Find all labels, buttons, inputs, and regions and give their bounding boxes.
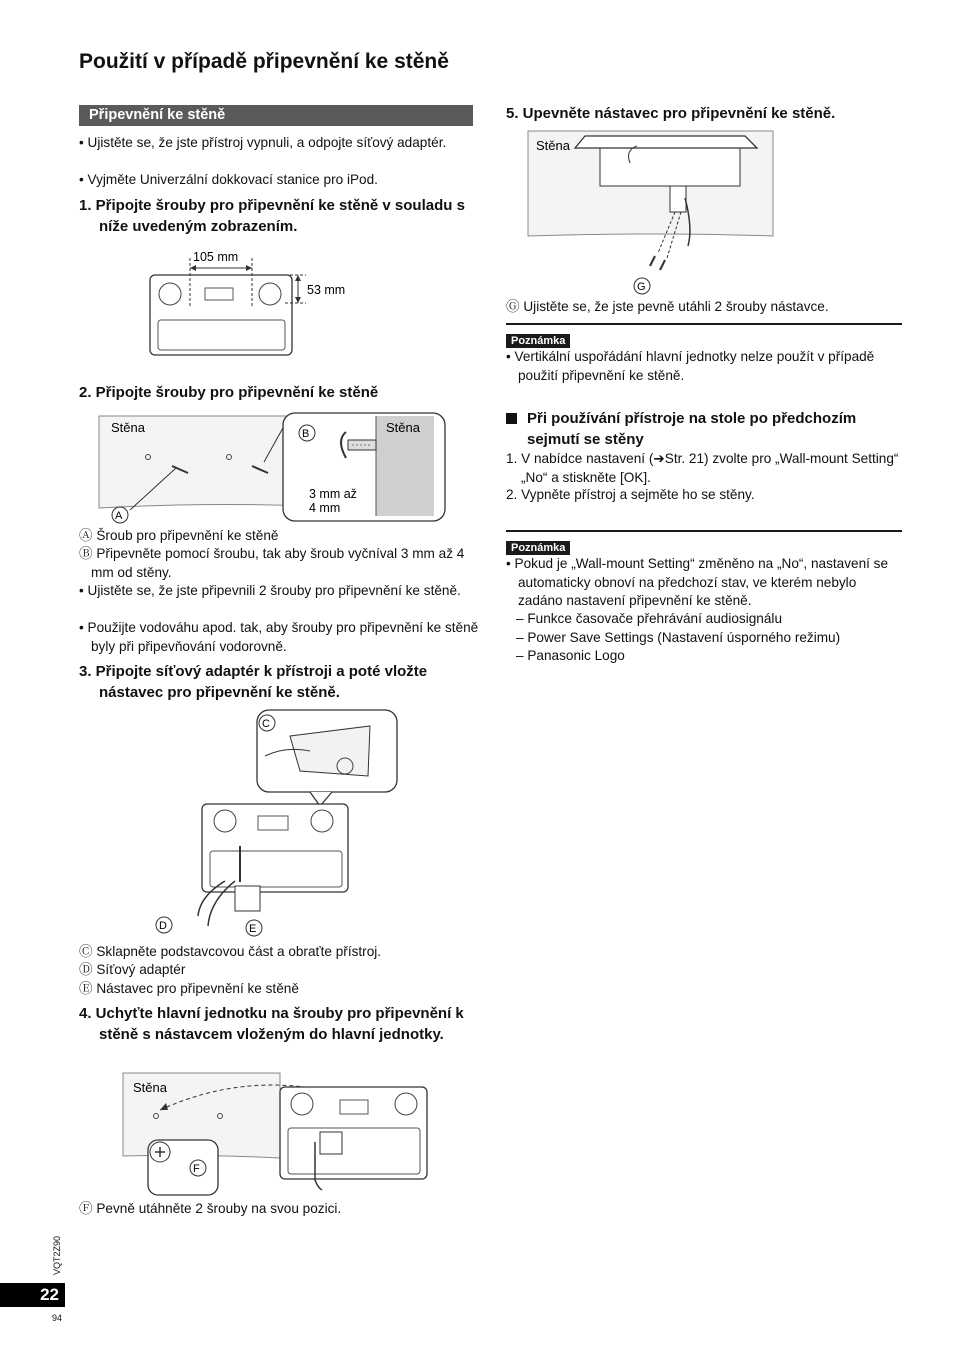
- page-title: Použití v případě připevnění ke stěně: [79, 50, 449, 73]
- intro-bullet-2: • Vyjměte Univerzální dokkovací stanice pro iPod.: [79, 172, 378, 187]
- fig2-note-a: Ⓐ Šroub pro připevnění ke stěně: [79, 528, 279, 543]
- step-3-heading: 3. Připojte síťový adaptér k přístroji a poté vložte nástavec pro připevnění ke stěně.: [79, 663, 428, 701]
- fig3-note-d: Ⓓ Síťový adaptér: [79, 962, 186, 977]
- fig4-wall-label: Stěna: [133, 1080, 167, 1095]
- doc-code: VQT2Z90: [52, 1235, 62, 1275]
- fig2-bullet-2: • Použijte vodováhu apod. tak, aby šrouby pro připevnění ke stěně byly při připevňování vodorovně.: [79, 620, 479, 654]
- section-band: Připevnění ke stěně: [79, 105, 473, 126]
- figure-3-adapter: [150, 706, 410, 944]
- figure-4-hang-unit: [120, 1070, 440, 1198]
- fig2-dim-line-1: 3 mm až: [309, 487, 357, 501]
- note-1-text: • Vertikální uspořádání hlavní jednotky nelze použít v případě použití připevnění ke stěně.: [506, 349, 875, 383]
- intro-bullet-1: • Ujistěte se, že jste přístroj vypnuli, a odpojte síťový adaptér.: [79, 135, 447, 150]
- step-5-heading: 5. Upevněte nástavec pro připevnění ke stěně.: [506, 105, 836, 122]
- note-2-tag: Poznámka: [506, 541, 570, 555]
- step-2-heading: 2. Připojte šrouby pro připevnění ke stěně: [79, 384, 379, 401]
- small-page-number: 94: [52, 1313, 63, 1323]
- divider-2: [506, 530, 902, 532]
- mark-d: D: [159, 920, 167, 932]
- divider-1: [506, 323, 902, 325]
- figure-2-wall-screws: [96, 410, 451, 528]
- figure-1-screw-spacing: [140, 248, 370, 363]
- section-2-item-1: 1. V nabídce nastavení (➔Str. 21) zvolte pro „Wall-mount Setting“ „No“ a stiskněte [OK].: [506, 451, 899, 485]
- note-2-list-3: – Panasonic Logo: [516, 648, 625, 663]
- dim-53mm: 53 mm: [307, 283, 346, 297]
- fig2-wall-label: Stěna: [111, 420, 145, 435]
- mark-g: G: [637, 281, 646, 293]
- step-1-heading: 1. Připojte šrouby pro připevnění ke stěně v souladu s níže uvedeným zobrazením.: [79, 197, 465, 235]
- note-2-list-1: – Funkce časovače přehrávání audiosignálu: [516, 611, 783, 626]
- figure-5-bracket: [525, 128, 780, 298]
- fig5-wall-label: Stěna: [536, 138, 570, 153]
- section-2-marker: [506, 413, 517, 424]
- mark-e: E: [249, 923, 257, 935]
- dim-105mm: 105 mm: [193, 250, 239, 264]
- page-number: 22: [0, 1283, 65, 1307]
- note-2-list-2: – Power Save Settings (Nastavení úsporného režimu): [516, 630, 841, 645]
- section-2-heading: Při používání přístroje na stole po předchozím sejmutí se stěny: [527, 410, 857, 448]
- note-2-text: • Pokud je „Wall-mount Setting“ změněno na „No“, nastavení se automaticky obnoví na předchozí stav, ve kterém nebylo zadáno nastavení připevnění ke stěně.: [506, 556, 889, 608]
- fig4-note-f: Ⓕ Pevně utáhněte 2 šrouby na svou pozici.: [79, 1201, 342, 1216]
- fig2-note-b: Ⓑ Připevněte pomocí šroubu, tak aby šroub vyčníval 3 mm až 4 mm od stěny.: [79, 546, 465, 580]
- step-4-heading: 4. Uchyťte hlavní jednotku na šrouby pro připevnění k stěně s nástavcem vloženým do hlavní jednotky.: [79, 1005, 464, 1043]
- fig3-note-c: Ⓒ Sklapněte podstavcovou část a obraťte přístroj.: [79, 944, 382, 959]
- fig2-wall-label-2: Stěna: [386, 420, 420, 435]
- fig5-note-g: Ⓖ Ujistěte se, že jste pevně utáhli 2 šrouby nástavce.: [506, 299, 829, 314]
- mark-b: B: [302, 428, 310, 440]
- section-2-item-2: 2. Vypněte přístroj a sejměte ho se stěny.: [506, 487, 755, 502]
- mark-a: A: [115, 510, 123, 522]
- mark-c: C: [262, 718, 270, 730]
- mark-f: F: [193, 1163, 200, 1175]
- fig2-dim-line-2: 4 mm: [309, 501, 341, 515]
- fig2-bullet-1: • Ujistěte se, že jste připevnili 2 šrouby pro připevnění ke stěně.: [79, 583, 461, 598]
- note-1-tag: Poznámka: [506, 334, 570, 348]
- fig3-note-e: Ⓔ Nástavec pro připevnění ke stěně: [79, 981, 299, 996]
